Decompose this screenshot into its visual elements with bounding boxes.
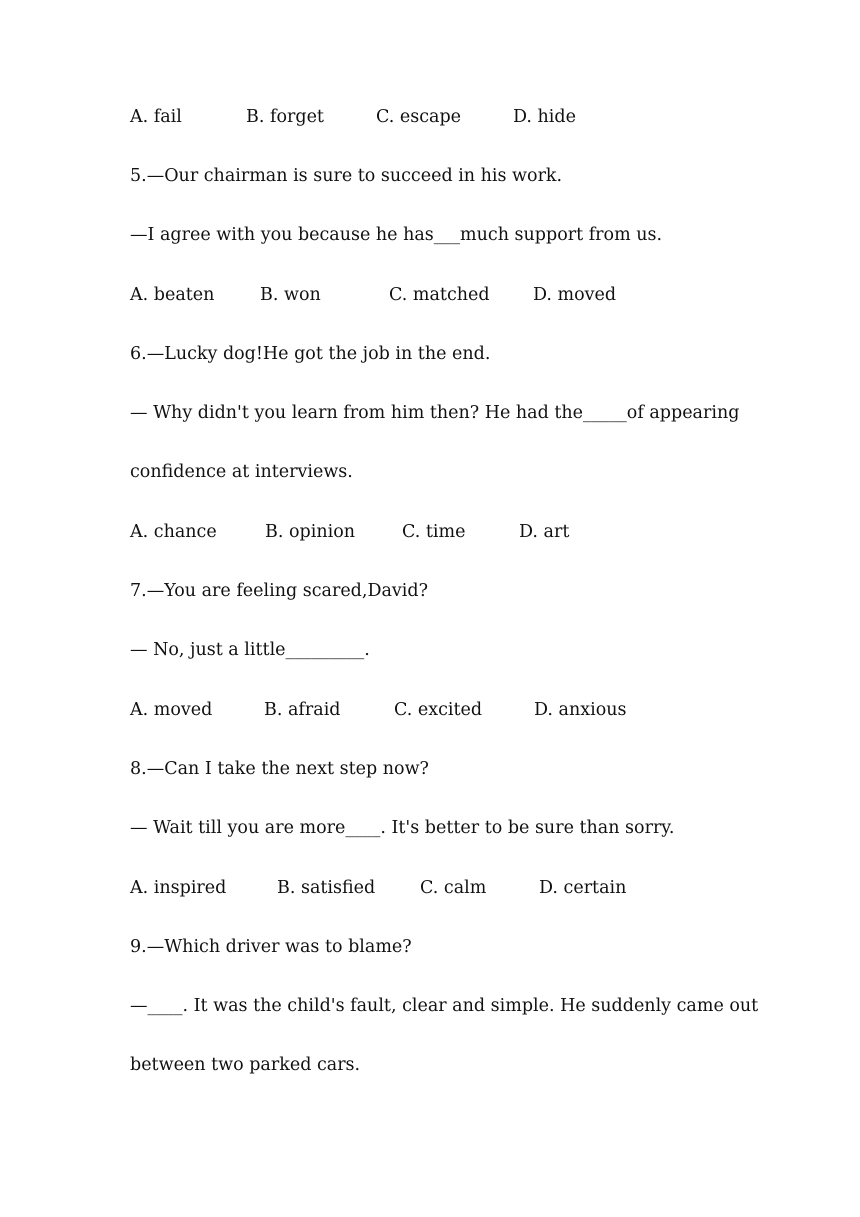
q4-option-c: C. escape bbox=[376, 107, 462, 127]
q7-stem: 7.—You are feeling scared,David? bbox=[130, 581, 428, 601]
q6-reply-line-1: — Why didn't you learn from him then? He had the_____of appearing bbox=[130, 403, 740, 423]
q6-option-b: B. opinion bbox=[265, 522, 355, 542]
q8-stem: 8.—Can I take the next step now? bbox=[130, 759, 429, 779]
q8-reply: — Wait till you are more____. It's better to be sure than sorry. bbox=[130, 818, 675, 838]
q5-stem: 5.—Our chairman is sure to succeed in his work. bbox=[130, 166, 563, 186]
q7-option-b: B. afraid bbox=[264, 700, 341, 720]
q7-option-d: D. anxious bbox=[534, 700, 627, 720]
q5-reply: —I agree with you because he has___much support from us. bbox=[130, 225, 663, 245]
q9-reply-line-2: between two parked cars. bbox=[130, 1055, 361, 1075]
q4-option-d: D. hide bbox=[513, 107, 576, 127]
q6-option-c: C. time bbox=[402, 522, 466, 542]
q9-reply-line-1: —____. It was the child's fault, clear and simple. He suddenly came out bbox=[130, 996, 759, 1016]
q8-option-d: D. certain bbox=[539, 878, 627, 898]
q9-stem: 9.—Which driver was to blame? bbox=[130, 937, 412, 957]
q5-option-b: B. won bbox=[260, 285, 321, 305]
q8-option-b: B. satisfied bbox=[277, 878, 376, 898]
q7-option-a: A. moved bbox=[130, 700, 213, 720]
q4-option-b: B. forget bbox=[246, 107, 324, 127]
q4-option-a: A. fail bbox=[130, 107, 182, 127]
q5-option-a: A. beaten bbox=[130, 285, 215, 305]
q5-option-d: D. moved bbox=[533, 285, 617, 305]
q7-option-c: C. excited bbox=[394, 700, 483, 720]
q5-option-c: C. matched bbox=[389, 285, 490, 305]
q8-option-c: C. calm bbox=[420, 878, 487, 898]
q8-option-a: A. inspired bbox=[130, 878, 227, 898]
q7-reply: — No, just a little_________. bbox=[130, 640, 370, 660]
q6-option-a: A. chance bbox=[130, 522, 217, 542]
q6-option-d: D. art bbox=[519, 522, 570, 542]
q6-reply-line-2: confidence at interviews. bbox=[130, 462, 353, 482]
q6-stem: 6.—Lucky dog!He got the job in the end. bbox=[130, 344, 491, 364]
